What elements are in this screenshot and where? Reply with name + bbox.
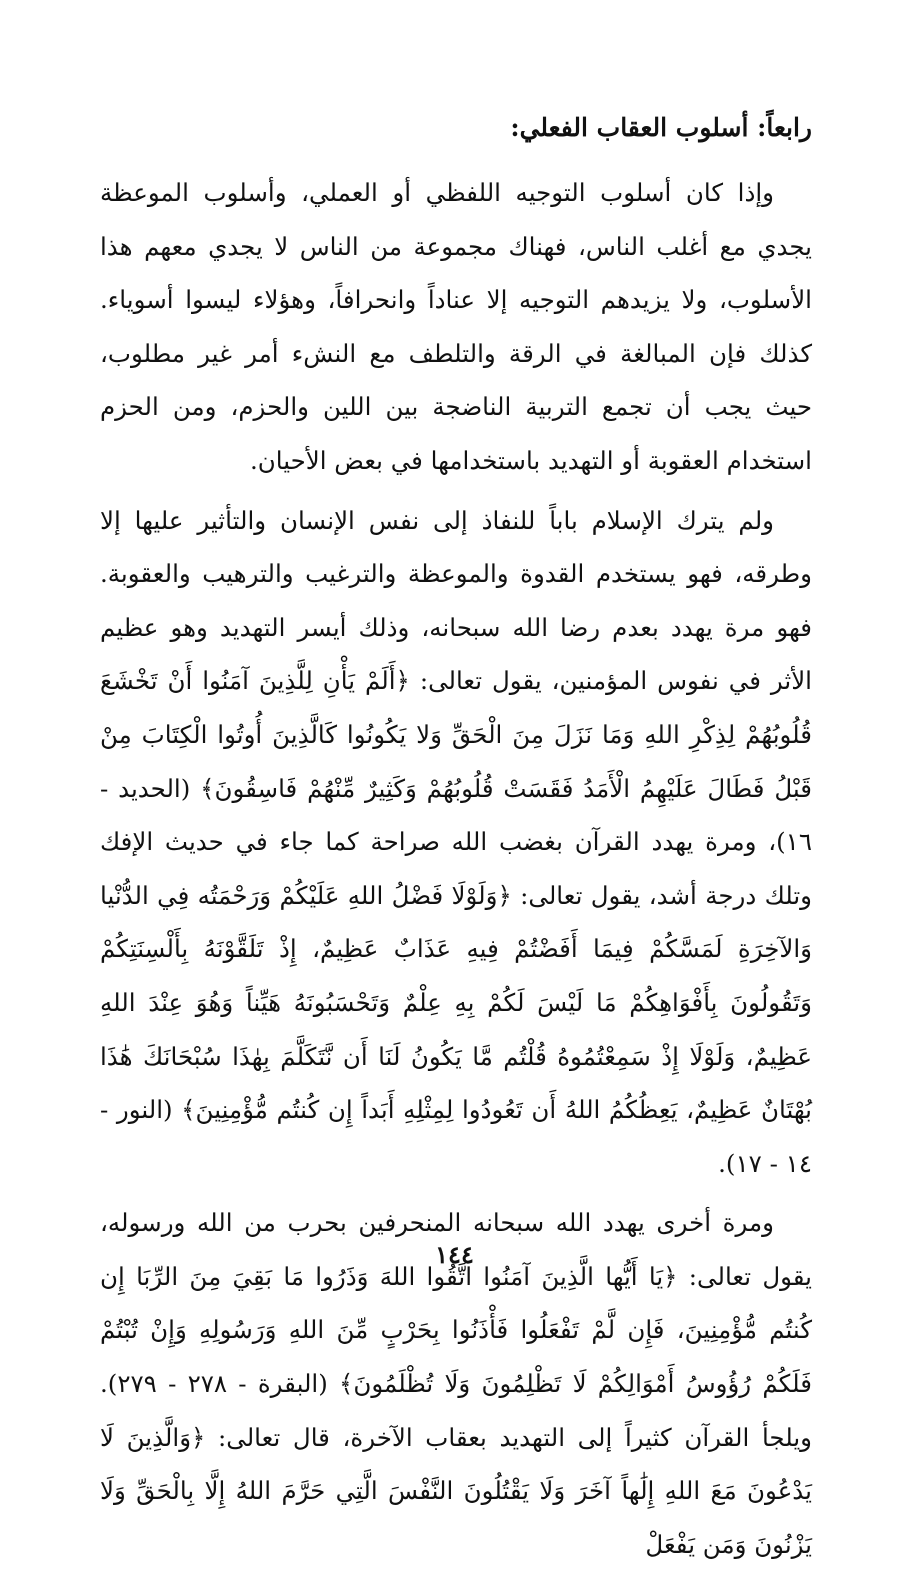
page-body — [100, 108, 812, 1577]
paragraph-punishment-intro: وإذا كان أسلوب التوجيه اللفظي أو العملي، وأسلوب الموعظة يجدي مع أغلب الناس، فهناك مجموعة من الناس لا يجدي معهم هذا الأسلوب، ولا يزيدهم التوجيه إلا عناداً وانحرافاً، وهؤلاء ليسوا أسوياء. كذلك فإن المبالغة في الرقة والتلطف مع النشء أمر غير مطلوب، حيث يجب أن تجمع التربية الناضجة بين اللين والحزم، ومن الحزم استخدام العقوبة أو التهديد باستخدامها في بعض الأحيان. — [100, 178, 812, 475]
page-number: ١٤٤ — [435, 1240, 474, 1269]
paragraph-war-threat: ومرة أخرى يهدد الله سبحانه المنحرفين بحرب من الله ورسوله، يقول تعالى: ﴿يَا أَيُّها الَّذِينَ آمَنُوا اتَّقُوا اللهَ وَذَرُوا مَا بَقِيَ مِنَ الرِّبَا إِن كُنتُم مُّؤْمِنِينَ، فَإِن لَّمْ تَفْعَلُوا فَأْذَنُوا بِحَرْبٍ مِّنَ اللهِ وَرَسُولِهِ وَإِنْ تُبْتُمْ فَلَكُمْ رُؤُوسُ أَمْوَالِكُمْ لَا تَظْلِمُونَ وَلَا تُظْلَمُونَ﴾ (البقرة - ٢٧٨ - ٢٧٩). ويلجأ القرآن كثيراً إلى التهديد بعقاب الآخرة، قال تعالى: ﴿وَالَّذِينَ لَا يَدْعُونَ مَعَ اللهِ إِلَٰهاً آخَرَ وَلَا يَقْتُلُونَ النَّفْسَ الَّتِي حَرَّمَ اللهُ إِلَّا بِالْحَقِّ وَلَا يَزْنُونَ وَمَن يَفْعَلْ — [100, 1208, 812, 1559]
paragraph-threat-examples: ولم يترك الإسلام باباً للنفاذ إلى نفس الإنسان والتأثير عليها إلا وطرقه، فهو يستخدم القدوة والموعظة والترغيب والترهيب والعقوبة. فهو مرة يهدد بعدم رضا الله سبحانه، وذلك أيسر التهديد وهو عظيم الأثر في نفوس المؤمنين، يقول تعالى: ﴿أَلَمْ يَأْنِ لِلَّذِينَ آمَنُوا أَنْ تَخْشَعَ قُلُوبُهُمْ لِذِكْرِ اللهِ وَمَا نَزَلَ مِنَ الْحَقِّ وَلا يَكُونُوا كَالَّذِينَ أُوتُوا الْكِتَابَ مِنْ قَبْلُ فَطَالَ عَلَيْهِمُ الْأَمَدُ فَقَسَتْ قُلُوبُهُمْ وَكَثِيرٌ مِّنْهُمْ فَاسِقُونَ﴾ (الحديد - ١٦)، ومرة يهدد القرآن بغضب الله صراحة كما جاء في حديث الإفك وتلك درجة أشد، يقول تعالى: ﴿وَلَوْلَا فَضْلُ اللهِ عَلَيْكُمْ وَرَحْمَتُه فِي الدُّنْيا وَالآخِرَةِ لَمَسَّكُمْ فِيمَا أَفَضْتُمْ فِيهِ عَذَابٌ عَظِيمٌ، إِذْ تَلَقَّوْنَهُ بِأَلْسِنَتِكُمْ وَتَقُولُونَ بِأَفْوَاهِكُمْ مَا لَيْسَ لَكُمْ بِهِ عِلْمٌ وَتَحْسَبُونَهُ هَيِّناً وَهُوَ عِنْدَ اللهِ عَظِيمٌ، وَلَوْلَا إِذْ سَمِعْتُمُوهُ قُلْتُم مَّا يَكُونُ لَنَا أَن نَّتَكَلَّمَ بِهٰذَا سُبْحَانَكَ هَٰذَا بُهْتَانٌ عَظِيمٌ، يَعِظُكُمُ اللهُ أَن تَعُودُوا لِمِثْلِهِ أَبَداً إِن كُنتُم مُّؤْمِنِينَ﴾ (النور - ١٤ - ١٧). — [100, 505, 812, 1178]
section-heading: رابعاً: أسلوب العقاب الفعلي: — [510, 113, 812, 142]
